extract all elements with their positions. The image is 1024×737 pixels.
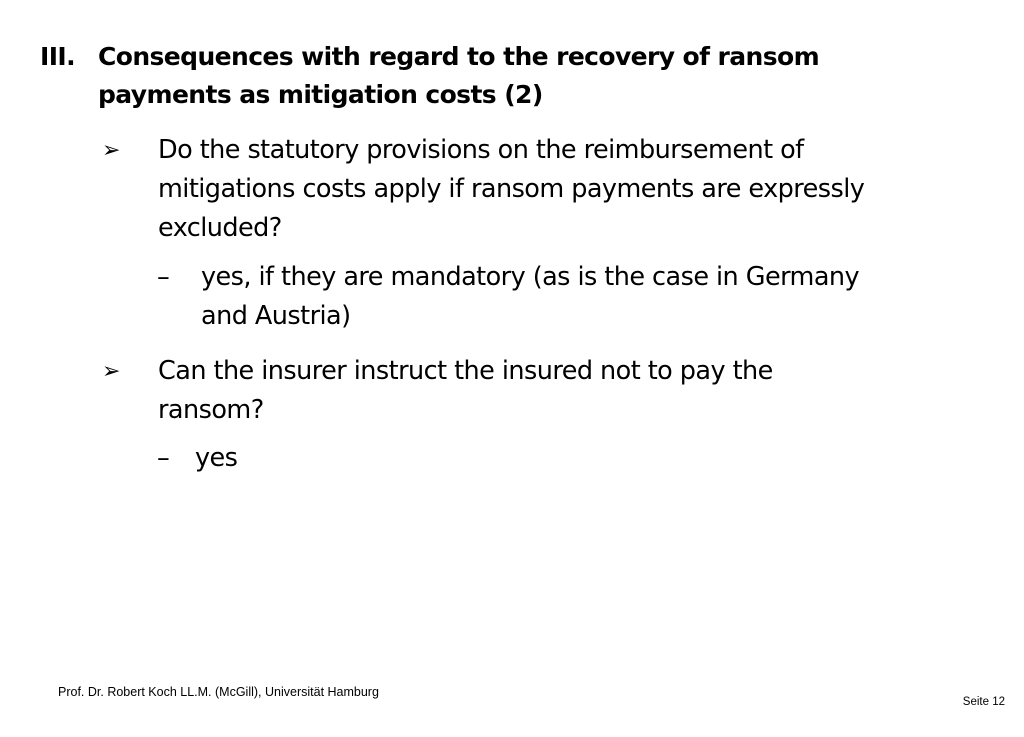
dash-bullet-icon: – (157, 443, 170, 473)
bullet-item (102, 352, 862, 430)
page-number: Seite 12 (962, 696, 1005, 708)
arrow-bullet-icon: ➢ (102, 359, 120, 384)
arrow-bullet-icon: ➢ (102, 138, 120, 163)
footer-author: Prof. Dr. Robert Koch LL.M. (McGill), Universität Hamburg (58, 685, 379, 699)
dash-bullet-icon: – (157, 262, 170, 292)
sub-bullet-item (157, 258, 917, 336)
bullet-text: Do the statutory provisions on the reimbursement of mitigations costs apply if ransom payments are expressly excluded? (158, 135, 865, 243)
sub-bullet-text: yes (195, 443, 238, 473)
heading-title: Consequences with regard to the recovery of ransom payments as mitigation costs (2) (98, 42, 820, 109)
bullet-text: Can the insurer instruct the insured not to pay the ransom? (158, 356, 773, 425)
bullet-item (102, 131, 932, 248)
sub-bullet-text: yes, if they are mandatory (as is the case in Germany and Austria) (201, 262, 860, 331)
heading-number: III. (40, 42, 76, 71)
slide-heading (40, 38, 940, 114)
sub-bullet-item (157, 439, 557, 478)
